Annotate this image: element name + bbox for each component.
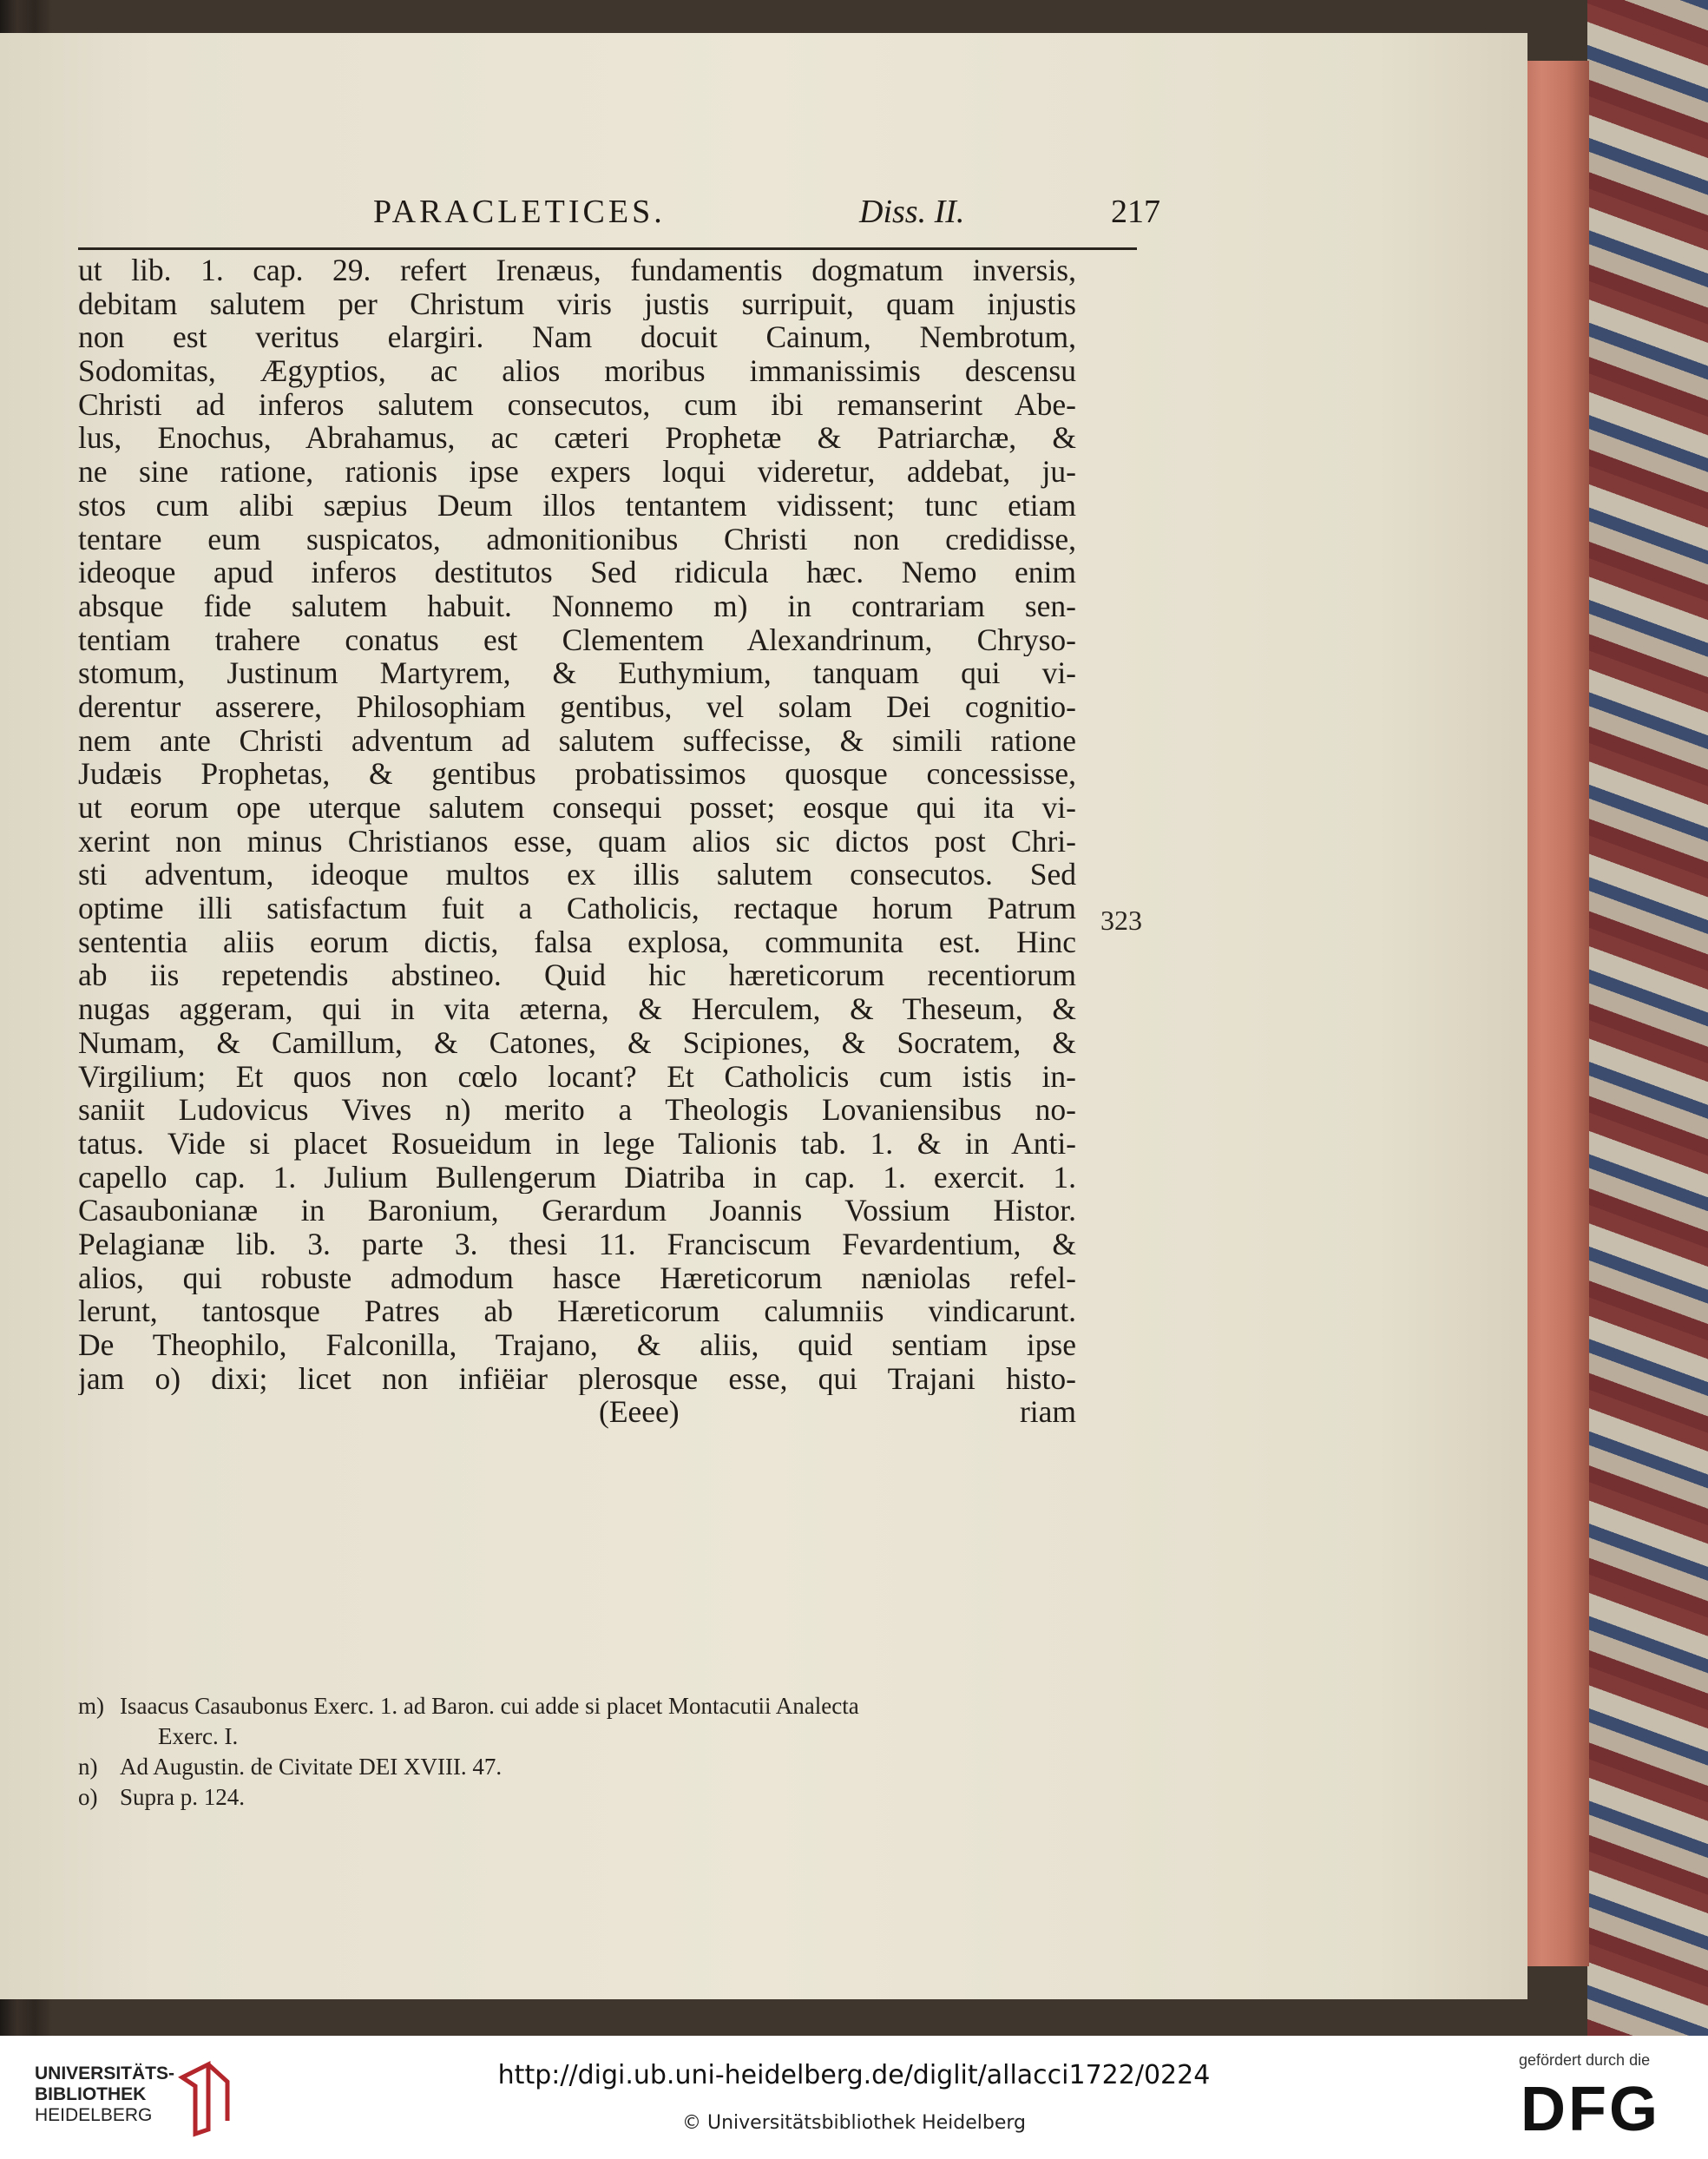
text-line: tatus. Vide si placet Rosueidum in lege Talionis tab. 1. & in Anti- (78, 1126, 1076, 1161)
funding-label: gefördert durch die (1519, 2051, 1651, 2069)
permalink-url[interactable]: http://digi.ub.uni-heidelberg.de/diglit/allacci1722/0224 (497, 2060, 1211, 2090)
margin-number: 323 (1100, 905, 1142, 936)
catchword: riam (1019, 1395, 1076, 1430)
text-line: alios, qui robuste admodum hasce Hæreticorum næniolas refel- (78, 1261, 1076, 1295)
page-number: 217 (1111, 194, 1160, 230)
footnote (78, 1691, 1172, 1721)
text-line: stomum, Justinum Martyrem, & Euthymium, tanquam qui vi- (78, 656, 1076, 690)
header-dissertation: Diss. II. (859, 194, 965, 230)
signature-line (78, 1395, 1076, 1429)
logo-line: UNIVERSITÄTS- (35, 2064, 175, 2083)
text-line: Virgilium; Et quos non cœlo locant? Et Catholicis cum istis in- (78, 1059, 1076, 1094)
text-line: nem ante Christi adventum ad salutem suffecisse, & simili ratione (78, 723, 1076, 758)
text-line: Casaubonianæ in Baronium, Gerardum Joannis Vossium Histor. (78, 1194, 1076, 1228)
text-line: lerunt, tantosque Patres ab Hæreticorum calumniis vindicarunt. (78, 1294, 1076, 1328)
text-line: derentur asserere, Philosophiam gentibus, vel solam Dei cognitio- (78, 689, 1076, 724)
text-line: ab iis repetendis abstineo. Quid hic hæreticorum recentiorum (78, 958, 1076, 993)
footnote-text: Supra p. 124. (120, 1784, 245, 1810)
marbled-cover (1587, 0, 1708, 2036)
text-line: debitam salutem per Christum viris justis surripuit, quam injustis (78, 286, 1076, 321)
footnote-mark: o) (78, 1784, 98, 1810)
text-line: Judæis Prophetas, & gentibus probatissimos quosque concessisse, (78, 757, 1076, 791)
running-head (373, 193, 1172, 240)
main-text (78, 253, 1076, 1429)
text-line: xerint non minus Christianos esse, quam alios sic dictos post Chri- (78, 824, 1076, 859)
text-line: lus, Enochus, Abrahamus, ac cæteri Prophetæ & Patriarchæ, & (78, 421, 1076, 456)
text-line: Sodomitas, Ægyptios, ac alios moribus immanissimis descensu (78, 354, 1076, 388)
text-line: nugas aggeram, qui in vita æterna, & Herculem, & Theseum, & (78, 992, 1076, 1026)
logo-line: HEIDELBERG (35, 2105, 153, 2125)
text-line: Pelagianæ lib. 3. parte 3. thesi 11. Franciscum Fevardentium, & (78, 1227, 1076, 1261)
text-line: ideoque apud inferos destitutos Sed ridicula hæc. Nemo enim (78, 556, 1076, 589)
header-rule (78, 247, 1137, 250)
footnote-text: Exerc. I. (158, 1723, 239, 1749)
text-line: tentiam trahere conatus est Clementem Alexandrinum, Chryso- (78, 622, 1076, 657)
text-line: ne sine ratione, rationis ipse expers loqui videretur, addebat, ju- (78, 455, 1076, 489)
text-line: optime illi satisfactum fuit a Catholicis, rectaque horum Patrum (78, 892, 1076, 925)
text-line: capello cap. 1. Julium Bullengerum Diatriba in cap. 1. exercit. 1. (78, 1160, 1076, 1195)
footnote-text: Isaacus Casaubonus Exerc. 1. ad Baron. cui adde si placet Montacutii Analecta (120, 1693, 859, 1719)
text-line: jam o) dixi; licet non infiëiar plerosque esse, qui Trajani histo- (78, 1361, 1076, 1396)
text-line: saniit Ludovicus Vives n) merito a Theologis Lovaniensibus no- (78, 1093, 1076, 1127)
footnote-mark: m) (78, 1693, 104, 1719)
dfg-logo[interactable]: DFG (1521, 2075, 1660, 2144)
footnote (78, 1752, 1172, 1782)
text-line: non est veritus elargiri. Nam docuit Cainum, Nembrotum, (78, 320, 1076, 355)
text-line: sti adventum, ideoque multos ex illis salutem consecutos. Sed (78, 858, 1076, 892)
logo-line: BIBLIOTHEK (35, 2084, 147, 2104)
text-line: sententia aliis eorum dictis, falsa explosa, communita est. Hinc (78, 925, 1076, 959)
text-line: tentare eum suspicatos, admonitionibus Christi non credidisse, (78, 522, 1076, 556)
footnote (78, 1782, 1172, 1813)
text-line: Christi ad inferos salutem consecutos, cum ibi remanserint Abe- (78, 387, 1076, 422)
text-line: stos cum alibi sæpius Deum illos tentantem vidissent; tunc etiam (78, 488, 1076, 523)
signature-mark: (Eeee) (599, 1395, 680, 1430)
header-title: PARACLETICES. (373, 194, 666, 230)
footnote (78, 1721, 1172, 1752)
footnotes (78, 1691, 1172, 1813)
text-line: absque fide salutem habuit. Nonnemo m) in contrariam sen- (78, 589, 1076, 623)
text-line: ut lib. 1. cap. 29. refert Irenæus, fundamentis dogmatum inversis, (78, 253, 1076, 287)
text-line: ut eorum ope uterque salutem consequi posset; eosque qui ita vi- (78, 791, 1076, 825)
footer-bar (0, 2036, 1708, 2159)
text-line: Numam, & Camillum, & Catones, & Scipiones, & Socratem, & (78, 1025, 1076, 1060)
text-line: De Theophilo, Falconilla, Trajano, & aliis, quid sentiam ipse (78, 1328, 1076, 1362)
copyright-text: © Universitätsbibliothek Heidelberg (681, 2112, 1026, 2134)
footnote-mark: n) (78, 1754, 98, 1780)
footnote-text: Ad Augustin. de Civitate DEI XVIII. 47. (120, 1754, 503, 1780)
